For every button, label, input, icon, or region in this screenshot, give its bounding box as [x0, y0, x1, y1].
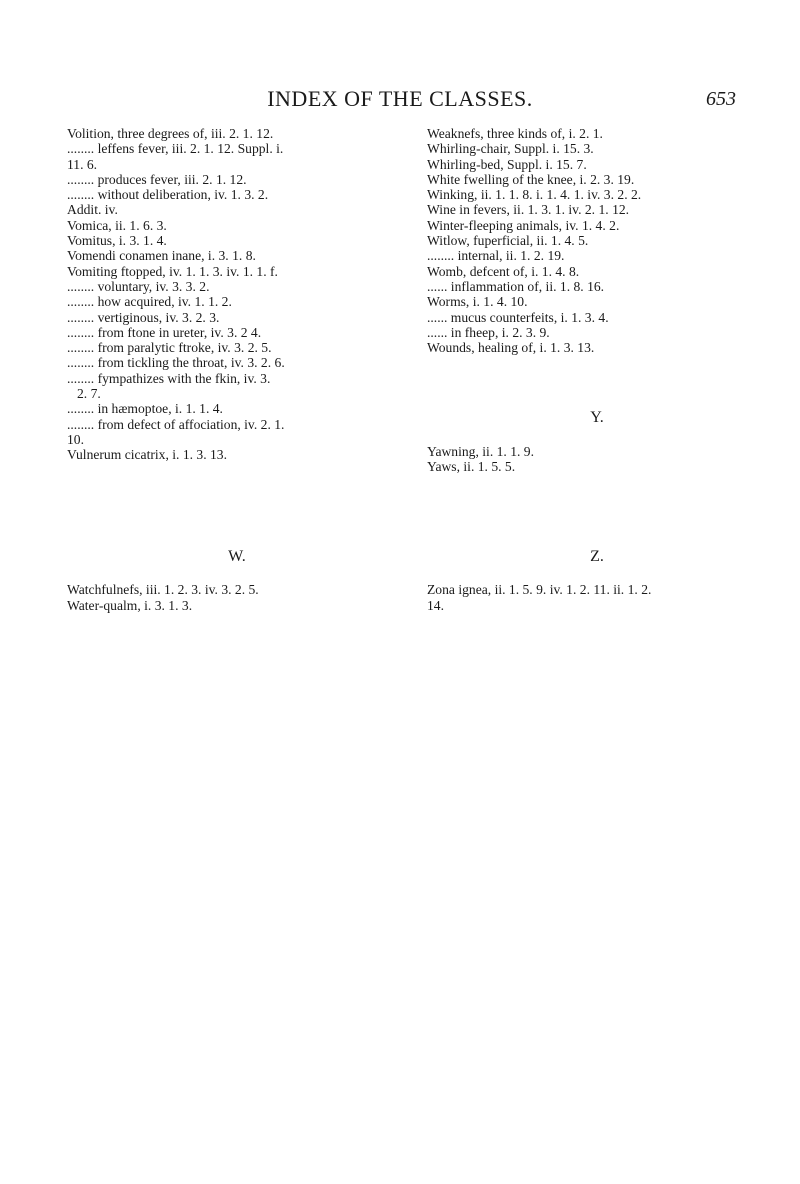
index-entry: Womb, defcent of, i. 1. 4. 8.	[427, 263, 580, 279]
index-entry: Winter-fleeping animals, iv. 1. 4. 2.	[427, 217, 620, 233]
section-letter-z: Z.	[590, 548, 604, 565]
section-letter-y: Y.	[590, 409, 604, 427]
index-entry: Wounds, healing of, i. 1. 3. 13.	[427, 340, 595, 356]
index-entry: ........ how acquired, iv. 1. 1. 2.	[67, 294, 232, 310]
index-entry: ........ from defect of affociation, iv. 2. 1.	[67, 416, 285, 432]
index-entry: ........ fympathizes with the fkin, iv. 3.	[67, 370, 271, 386]
index-entry: Vomendi conamen inane, i. 3. 1. 8.	[67, 248, 256, 264]
index-entry: ........ vertiginous, iv. 3. 2. 3.	[67, 309, 220, 325]
index-entry: ........ voluntary, iv. 3. 3. 2.	[67, 278, 210, 294]
index-entry: ........ from tickling the throat, iv. 3. 2. 6.	[67, 355, 285, 371]
index-entry: 14.	[427, 597, 444, 613]
page-title: INDEX OF THE CLASSES.	[267, 86, 533, 111]
index-entry: Water-qualm, i. 3. 1. 3.	[67, 597, 193, 613]
index-entry: Vomitus, i. 3. 1. 4.	[67, 233, 167, 249]
index-entry: Worms, i. 1. 4. 10.	[427, 294, 528, 310]
index-entry: Vomica, ii. 1. 6. 3.	[67, 217, 167, 233]
index-entry: ........ in hæmoptoe, i. 1. 1. 4.	[67, 401, 223, 417]
page-number: 653	[706, 88, 736, 110]
index-entry: Whirling-chair, Suppl. i. 15. 3.	[427, 141, 594, 157]
index-entry: Whirling-bed, Suppl. i. 15. 7.	[427, 156, 587, 172]
index-entry: Witlow, fuperficial, ii. 1. 4. 5.	[427, 233, 589, 249]
index-entry: ........ internal, ii. 1. 2. 19.	[427, 248, 565, 264]
index-entry: Addit. iv.	[67, 202, 118, 218]
index-entry: Zona ignea, ii. 1. 5. 9. iv. 1. 2. 11. ii. 1. 2.	[427, 582, 652, 598]
index-entry: ...... mucus counterfeits, i. 1. 3. 4.	[427, 309, 609, 325]
index-entry: 10.	[67, 431, 84, 447]
index-entry: Yaws, ii. 1. 5. 5.	[427, 459, 516, 475]
index-entry: Wine in fevers, ii. 1. 3. 1. iv. 2. 1. 12.	[427, 202, 630, 218]
right-column	[427, 126, 767, 474]
index-entry: 11. 6.	[67, 156, 98, 172]
index-entry: 2. 7.	[77, 386, 101, 402]
index-entry: Vomiting ftopped, iv. 1. 1. 3. iv. 1. 1. f.	[67, 263, 278, 279]
section-z	[427, 535, 767, 613]
index-entry: Weaknefs, three kinds of, i. 2. 1.	[427, 126, 603, 141]
section-letter-w: W.	[228, 548, 246, 565]
index-entry: ...... in fheep, i. 2. 3. 9.	[427, 324, 550, 340]
index-entry: ........ leffens fever, iii. 2. 1. 12. Suppl. i.	[67, 141, 284, 157]
index-entry: Watchfulnefs, iii. 1. 2. 3. iv. 3. 2. 5.	[67, 582, 259, 598]
index-entry: ........ produces fever, iii. 2. 1. 12.	[67, 171, 247, 187]
index-entry: ........ without deliberation, iv. 1. 3. 2.	[67, 187, 269, 203]
index-entry: ...... inflammation of, ii. 1. 8. 16.	[427, 278, 605, 294]
index-entry: Yawning, ii. 1. 1. 9.	[427, 443, 535, 459]
left-column	[67, 126, 407, 463]
section-w	[67, 535, 407, 613]
index-entry: ........ from paralytic ftroke, iv. 3. 2. 5.	[67, 340, 272, 356]
page-header	[0, 86, 800, 116]
index-entry: Vulnerum cicatrix, i. 1. 3. 13.	[67, 447, 228, 463]
index-entry: ........ from ftone in ureter, iv. 3. 2 4.	[67, 324, 262, 340]
index-entry: Winking, ii. 1. 1. 8. i. 1. 4. 1. iv. 3. 2. 2.	[427, 187, 642, 203]
index-entry: Volition, three degrees of, iii. 2. 1. 12.	[67, 126, 274, 141]
index-entry: White fwelling of the knee, i. 2. 3. 19.	[427, 171, 635, 187]
